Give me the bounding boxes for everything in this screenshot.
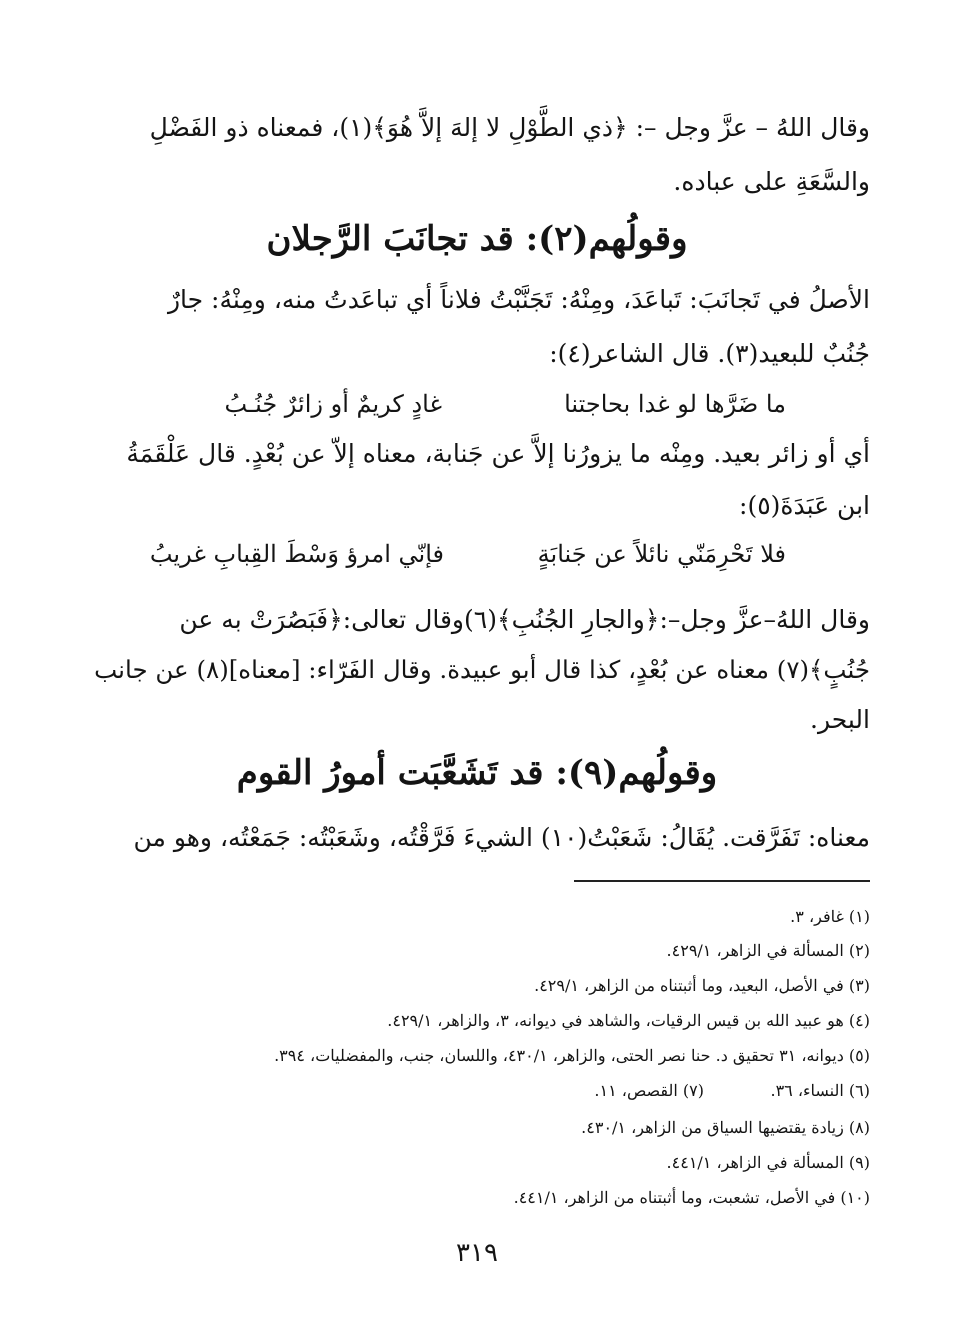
body-line-4: جُنُبٌ للبعيد(٣). قال الشاعر(٤): [549,339,870,368]
footnote-separator [574,880,870,882]
footnote-7: (٧) القصص، ١١. [594,1081,704,1100]
verse-2-first-hemistich: فلا تَحْرِمَنّي نائلاً عن جَنابَةٍ [537,540,786,568]
footnote-9: (٩) المسألة في الزاهر، ٤٤١/١. [666,1153,870,1172]
footnote-10: (١٠) في الأصل، تشعبت، وما أثبتناه من الزاهر، ٤٤١/١. [513,1188,870,1207]
body-line-5: أي أو زائر بعيد. ومِنْه ما يزورُنا إلاَّ عن جَنابة، معناه إلاّ عن بُعْدٍ. قال عَلْقَمَةُ [126,439,870,468]
body-line-7: وقال اللهُ–عزَّ وجل–:﴿والجارِ الجُنُبِ﴾(٦)وقال تعالى:﴿فَبَصُرَتْ به عن [179,605,870,634]
section-heading-2: وقولُهم(٩): قد تَشَعَّبَت أمورُ القوم [236,753,718,793]
footnote-4: (٤) هو عبيد الله بن قيس الرقيات، والشاهد في ديوانه، ٣، والزاهر، ٤٢٩/١. [387,1011,870,1030]
page-number: ٣١٩ [456,1238,498,1268]
body-line-6: ابن عَبَدَةَ(٥): [739,491,870,520]
verse-1-second-hemistich: غادٍ كريمٌ أو زائرٌ جُنُـبُ [224,390,442,418]
body-line-1: وقال اللهُ – عزَّ وجل –: ﴿ذي الطَّوْلِ لا إلهَ إلاَّ هُوَ﴾(١)، فمعناه ذو الفَضْلِ [149,113,870,142]
footnote-1: (١) غافر، ٣. [790,907,870,926]
footnote-6: (٦) النساء، ٣٦. [770,1081,870,1100]
body-line-2: والسَّعَةِ على عباده. [673,167,870,196]
body-line-8: جُنُبٍ﴾(٧) معناه عن بُعْدٍ، كذا قال أبو عبيدة. وقال الفَرّاء: [معناه](٨) عن جانب [94,655,870,684]
footnote-2: (٢) المسألة في الزاهر، ٤٢٩/١. [666,941,870,960]
body-line-3: الأصلُ في تَجانَبَ: تَباعَدَ، ومِنْهُ: تَجَنَّبْتُ فلاناً أي تباعَدتُ منه، ومِنْهُ: جارٌ [167,285,870,314]
footnote-8: (٨) زيادة يقتضيها السياق من الزاهر، ٤٣٠/١. [581,1118,870,1137]
footnote-3: (٣) في الأصل، البعيد، وما أثبتناه من الزاهر، ٤٢٩/١. [534,976,870,995]
body-line-9: البحر. [810,705,870,734]
verse-1-first-hemistich: ما ضَرَّها لو غدا بحاجتنا [564,390,786,418]
body-line-10: معناه: تَفَرَّقت. يُقَالُ: شَعَبْتُ(١٠) الشيءَ فَرَّقْتُه، وشَعَبْتُه: جَمَعْتُه، وهو من [133,823,870,852]
verse-2-second-hemistich: فإنّي امرؤ وَسْطَ القِبابِ غريبُ [149,540,444,568]
footnote-5: (٥) ديوانه، ٣١ تحقيق د. حنا نصر الحتى، والزاهر، ٤٣٠/١، واللسان، جنب، والمفضليات، ٣٩٤. [274,1046,870,1065]
section-heading-1: وقولُهم(٢): قد تجانَبَ الرَّجلان [266,219,688,259]
